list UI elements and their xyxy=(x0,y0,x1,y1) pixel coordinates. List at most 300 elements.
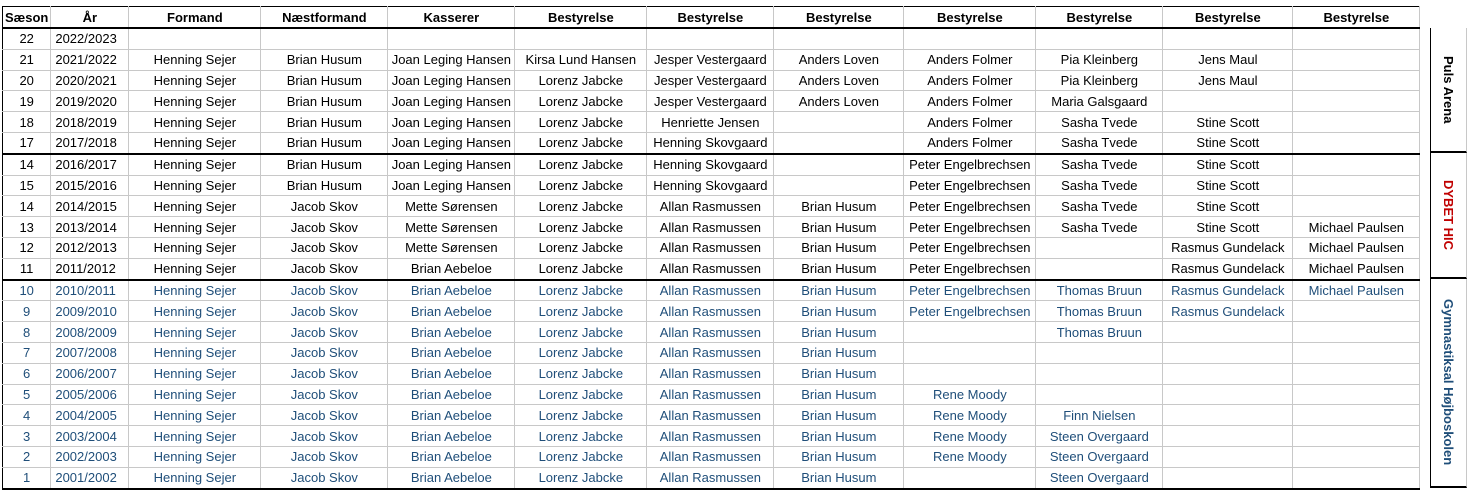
table-cell[interactable]: Brian Aebeloe xyxy=(388,446,515,467)
table-cell[interactable]: Henning Sejer xyxy=(129,154,261,175)
season-cell[interactable]: 11 xyxy=(3,258,51,279)
table-cell[interactable] xyxy=(1293,467,1420,488)
table-cell[interactable]: Stine Scott xyxy=(1163,196,1293,217)
venue-group-label-text: DYBET HIC xyxy=(1441,179,1456,251)
season-cell[interactable]: 18 xyxy=(3,112,51,133)
season-cell[interactable]: 13 xyxy=(3,217,51,238)
year-cell[interactable]: 2007/2008 xyxy=(51,342,129,363)
table-cell[interactable]: Henning Sejer xyxy=(129,258,261,279)
table-cell[interactable] xyxy=(1293,322,1420,343)
table-row xyxy=(3,446,1420,467)
season-cell[interactable]: 2 xyxy=(3,446,51,467)
table-cell[interactable]: Thomas Bruun xyxy=(1036,322,1163,343)
table-cell[interactable]: Henriette Jensen xyxy=(647,112,774,133)
table-cell[interactable]: Brian Aebeloe xyxy=(388,342,515,363)
table-cell[interactable]: Brian Husum xyxy=(774,217,904,238)
table-cell[interactable]: Henning Skovgaard xyxy=(647,175,774,196)
table-cell[interactable]: Allan Rasmussen xyxy=(647,301,774,322)
table-cell[interactable]: Brian Husum xyxy=(261,49,388,70)
table-cell[interactable] xyxy=(261,28,388,49)
table-cell[interactable]: Rasmus Gundelack xyxy=(1163,237,1293,258)
table-cell[interactable]: Rene Moody xyxy=(904,405,1036,426)
table-cell[interactable]: Michael Paulsen xyxy=(1293,258,1420,279)
table-cell[interactable]: Anders Folmer xyxy=(904,49,1036,70)
table-cell[interactable]: Henning Sejer xyxy=(129,112,261,133)
table-cell[interactable]: Sasha Tvede xyxy=(1036,175,1163,196)
table-cell[interactable]: Brian Husum xyxy=(774,446,904,467)
year-cell[interactable]: 2016/2017 xyxy=(51,154,129,175)
year-cell[interactable]: 2014/2015 xyxy=(51,196,129,217)
season-cell[interactable]: 3 xyxy=(3,426,51,447)
table-cell[interactable]: Henning Sejer xyxy=(129,237,261,258)
column-header[interactable]: Bestyrelse xyxy=(774,7,904,29)
table-cell[interactable] xyxy=(1163,28,1293,49)
column-header[interactable]: Bestyrelse xyxy=(515,7,647,29)
table-cell[interactable] xyxy=(1036,342,1163,363)
table-cell[interactable] xyxy=(1163,426,1293,447)
table-cell[interactable]: Lorenz Jabcke xyxy=(515,70,647,91)
table-cell[interactable]: Jesper Vestergaard xyxy=(647,70,774,91)
table-cell[interactable]: Jacob Skov xyxy=(261,280,388,301)
table-cell[interactable]: Rene Moody xyxy=(904,446,1036,467)
season-cell[interactable]: 15 xyxy=(3,175,51,196)
table-cell[interactable]: Lorenz Jabcke xyxy=(515,196,647,217)
table-cell[interactable]: Brian Husum xyxy=(774,196,904,217)
table-cell[interactable]: Allan Rasmussen xyxy=(647,280,774,301)
table-cell[interactable] xyxy=(1293,49,1420,70)
header-row xyxy=(3,7,1420,29)
table-cell[interactable]: Peter Engelbrechsen xyxy=(904,154,1036,175)
table-cell[interactable]: Sasha Tvede xyxy=(1036,217,1163,238)
table-cell[interactable]: Peter Engelbrechsen xyxy=(904,237,1036,258)
table-row xyxy=(3,342,1420,363)
table-row xyxy=(3,91,1420,112)
column-header[interactable]: Bestyrelse xyxy=(1163,7,1293,29)
table-cell[interactable] xyxy=(1163,446,1293,467)
table-cell[interactable]: Maria Galsgaard xyxy=(1036,91,1163,112)
table-row xyxy=(3,322,1420,343)
column-header[interactable]: Bestyrelse xyxy=(1293,7,1420,29)
table-cell[interactable]: Lorenz Jabcke xyxy=(515,258,647,279)
table-cell[interactable] xyxy=(1293,112,1420,133)
table-cell[interactable]: Sasha Tvede xyxy=(1036,196,1163,217)
table-cell[interactable]: Lorenz Jabcke xyxy=(515,405,647,426)
table-cell[interactable] xyxy=(1293,363,1420,384)
table-cell[interactable]: Lorenz Jabcke xyxy=(515,384,647,405)
column-header[interactable]: Bestyrelse xyxy=(1036,7,1163,29)
column-header[interactable]: Kasserer xyxy=(388,7,515,29)
table-cell[interactable]: Brian Husum xyxy=(774,363,904,384)
table-cell[interactable] xyxy=(129,28,261,49)
year-cell[interactable]: 2019/2020 xyxy=(51,91,129,112)
table-cell[interactable] xyxy=(1163,342,1293,363)
table-cell[interactable]: Jacob Skov xyxy=(261,446,388,467)
table-cell[interactable]: Allan Rasmussen xyxy=(647,363,774,384)
table-cell[interactable]: Brian Husum xyxy=(774,426,904,447)
column-header[interactable]: År xyxy=(51,7,129,29)
table-cell[interactable]: Joan Leging Hansen xyxy=(388,70,515,91)
table-row xyxy=(3,237,1420,258)
table-cell[interactable] xyxy=(1293,301,1420,322)
table-cell[interactable]: Henning Sejer xyxy=(129,342,261,363)
table-cell[interactable]: Brian Husum xyxy=(261,91,388,112)
table-cell[interactable] xyxy=(1293,175,1420,196)
season-cell[interactable]: 19 xyxy=(3,91,51,112)
table-cell[interactable]: Lorenz Jabcke xyxy=(515,446,647,467)
table-cell[interactable]: Jacob Skov xyxy=(261,363,388,384)
table-cell[interactable]: Brian Husum xyxy=(261,112,388,133)
table-cell[interactable] xyxy=(774,112,904,133)
year-cell[interactable]: 2015/2016 xyxy=(51,175,129,196)
table-cell[interactable]: Stine Scott xyxy=(1163,217,1293,238)
season-cell[interactable]: 20 xyxy=(3,70,51,91)
table-cell[interactable]: Henning Sejer xyxy=(129,446,261,467)
table-cell[interactable]: Rene Moody xyxy=(904,384,1036,405)
table-cell[interactable]: Lorenz Jabcke xyxy=(515,175,647,196)
year-cell[interactable]: 2017/2018 xyxy=(51,132,129,153)
table-row xyxy=(3,112,1420,133)
table-cell[interactable]: Jacob Skov xyxy=(261,322,388,343)
table-cell[interactable]: Joan Leging Hansen xyxy=(388,91,515,112)
table-cell[interactable]: Mette Sørensen xyxy=(388,217,515,238)
table-cell[interactable]: Thomas Bruun xyxy=(1036,280,1163,301)
table-cell[interactable]: Allan Rasmussen xyxy=(647,322,774,343)
table-cell[interactable]: Jacob Skov xyxy=(261,301,388,322)
table-cell[interactable] xyxy=(1293,70,1420,91)
table-cell[interactable]: Brian Husum xyxy=(774,258,904,279)
table-cell[interactable]: Henning Sejer xyxy=(129,91,261,112)
year-cell[interactable]: 2004/2005 xyxy=(51,405,129,426)
table-cell[interactable]: Rasmus Gundelack xyxy=(1163,301,1293,322)
table-cell[interactable]: Rene Moody xyxy=(904,426,1036,447)
table-cell[interactable]: Jacob Skov xyxy=(261,217,388,238)
table-row xyxy=(3,217,1420,238)
table-cell[interactable]: Henning Sejer xyxy=(129,175,261,196)
year-cell[interactable]: 2003/2004 xyxy=(51,426,129,447)
table-cell[interactable]: Stine Scott xyxy=(1163,132,1293,153)
season-cell[interactable]: 4 xyxy=(3,405,51,426)
table-cell[interactable]: Jacob Skov xyxy=(261,467,388,488)
table-cell[interactable]: Pia Kleinberg xyxy=(1036,70,1163,91)
table-cell[interactable] xyxy=(904,28,1036,49)
table-cell[interactable]: Anders Folmer xyxy=(904,112,1036,133)
table-cell[interactable]: Rasmus Gundelack xyxy=(1163,258,1293,279)
table-cell[interactable] xyxy=(1036,258,1163,279)
table-cell[interactable]: Peter Engelbrechsen xyxy=(904,280,1036,301)
table-cell[interactable]: Joan Leging Hansen xyxy=(388,49,515,70)
table-cell[interactable]: Lorenz Jabcke xyxy=(515,237,647,258)
table-cell[interactable]: Henning Sejer xyxy=(129,405,261,426)
table-cell[interactable] xyxy=(1163,405,1293,426)
table-row xyxy=(3,384,1420,405)
table-cell[interactable]: Jesper Vestergaard xyxy=(647,91,774,112)
table-cell[interactable]: Lorenz Jabcke xyxy=(515,426,647,447)
table-cell[interactable] xyxy=(904,342,1036,363)
table-cell[interactable]: Sasha Tvede xyxy=(1036,112,1163,133)
table-cell[interactable] xyxy=(1293,196,1420,217)
table-row xyxy=(3,154,1420,175)
table-row xyxy=(3,132,1420,153)
table-cell[interactable]: Jacob Skov xyxy=(261,258,388,279)
table-cell[interactable]: Steen Overgaard xyxy=(1036,467,1163,488)
table-cell[interactable]: Joan Leging Hansen xyxy=(388,175,515,196)
table-cell[interactable] xyxy=(1293,91,1420,112)
table-cell[interactable]: Henning Sejer xyxy=(129,322,261,343)
table-cell[interactable] xyxy=(515,28,647,49)
table-cell[interactable]: Rasmus Gundelack xyxy=(1163,280,1293,301)
table-cell[interactable]: Brian Husum xyxy=(261,175,388,196)
table-cell[interactable] xyxy=(774,132,904,153)
table-cell[interactable] xyxy=(1293,154,1420,175)
table-cell[interactable]: Henning Skovgaard xyxy=(647,132,774,153)
table-cell[interactable] xyxy=(1036,384,1163,405)
table-cell[interactable]: Allan Rasmussen xyxy=(647,258,774,279)
table-cell[interactable] xyxy=(774,175,904,196)
board-history-table xyxy=(2,6,1420,490)
table-cell[interactable]: Steen Overgaard xyxy=(1036,446,1163,467)
table-cell[interactable]: Sasha Tvede xyxy=(1036,154,1163,175)
year-cell[interactable]: 2006/2007 xyxy=(51,363,129,384)
table-cell[interactable]: Lorenz Jabcke xyxy=(515,217,647,238)
table-cell[interactable]: Lorenz Jabcke xyxy=(515,467,647,488)
table-cell[interactable]: Jacob Skov xyxy=(261,196,388,217)
table-cell[interactable]: Allan Rasmussen xyxy=(647,196,774,217)
table-cell[interactable]: Mette Sørensen xyxy=(388,237,515,258)
table-cell[interactable]: Henning Sejer xyxy=(129,467,261,488)
table-cell[interactable]: Jacob Skov xyxy=(261,342,388,363)
table-cell[interactable] xyxy=(1163,322,1293,343)
table-cell[interactable]: Jacob Skov xyxy=(261,237,388,258)
table-cell[interactable]: Brian Husum xyxy=(774,342,904,363)
table-cell[interactable]: Brian Husum xyxy=(774,384,904,405)
table-cell[interactable]: Brian Husum xyxy=(774,280,904,301)
column-header[interactable]: Bestyrelse xyxy=(904,7,1036,29)
season-cell[interactable]: 6 xyxy=(3,363,51,384)
table-cell[interactable]: Brian Husum xyxy=(774,237,904,258)
table-cell[interactable] xyxy=(1293,446,1420,467)
table-cell[interactable]: Jacob Skov xyxy=(261,384,388,405)
table-cell[interactable]: Steen Overgaard xyxy=(1036,426,1163,447)
table-cell[interactable]: Henning Sejer xyxy=(129,217,261,238)
table-cell[interactable]: Lorenz Jabcke xyxy=(515,301,647,322)
season-cell[interactable]: 8 xyxy=(3,322,51,343)
table-cell[interactable]: Allan Rasmussen xyxy=(647,446,774,467)
table-cell[interactable]: Brian Husum xyxy=(774,467,904,488)
table-cell[interactable]: Henning Sejer xyxy=(129,426,261,447)
table-row xyxy=(3,426,1420,447)
table-cell[interactable]: Brian Husum xyxy=(774,301,904,322)
year-cell[interactable]: 2020/2021 xyxy=(51,70,129,91)
table-cell[interactable]: Allan Rasmussen xyxy=(647,342,774,363)
table-cell[interactable]: Brian Aebeloe xyxy=(388,363,515,384)
table-cell[interactable]: Mette Sørensen xyxy=(388,196,515,217)
column-header[interactable]: Næstformand xyxy=(261,7,388,29)
table-cell[interactable] xyxy=(1293,28,1420,49)
year-cell[interactable]: 2013/2014 xyxy=(51,217,129,238)
table-cell[interactable]: Jacob Skov xyxy=(261,426,388,447)
year-cell[interactable]: 2009/2010 xyxy=(51,301,129,322)
table-cell[interactable]: Pia Kleinberg xyxy=(1036,49,1163,70)
table-cell[interactable]: Henning Skovgaard xyxy=(647,154,774,175)
table-cell[interactable] xyxy=(1163,467,1293,488)
table-cell[interactable]: Brian Husum xyxy=(774,322,904,343)
table-cell[interactable]: Henning Sejer xyxy=(129,301,261,322)
table-cell[interactable]: Peter Engelbrechsen xyxy=(904,301,1036,322)
table-cell[interactable]: Anders Loven xyxy=(774,91,904,112)
table-cell[interactable]: Allan Rasmussen xyxy=(647,426,774,447)
table-row xyxy=(3,405,1420,426)
table-cell[interactable]: Joan Leging Hansen xyxy=(388,132,515,153)
column-header[interactable]: Bestyrelse xyxy=(647,7,774,29)
season-cell[interactable]: 1 xyxy=(3,467,51,488)
table-cell[interactable]: Jesper Vestergaard xyxy=(647,49,774,70)
table-cell[interactable]: Anders Loven xyxy=(774,49,904,70)
year-cell[interactable]: 2001/2002 xyxy=(51,467,129,488)
table-cell[interactable]: Thomas Bruun xyxy=(1036,301,1163,322)
table-cell[interactable]: Jens Maul xyxy=(1163,49,1293,70)
table-cell[interactable]: Michael Paulsen xyxy=(1293,280,1420,301)
table-cell[interactable]: Allan Rasmussen xyxy=(647,217,774,238)
season-cell[interactable]: 7 xyxy=(3,342,51,363)
season-cell[interactable]: 9 xyxy=(3,301,51,322)
table-cell[interactable]: Brian Aebeloe xyxy=(388,301,515,322)
year-cell[interactable]: 2012/2013 xyxy=(51,237,129,258)
season-cell[interactable]: 22 xyxy=(3,28,51,49)
year-cell[interactable]: 2021/2022 xyxy=(51,49,129,70)
season-cell[interactable]: 12 xyxy=(3,237,51,258)
column-header[interactable]: Sæson xyxy=(3,7,51,29)
table-cell[interactable]: Peter Engelbrechsen xyxy=(904,175,1036,196)
table-row xyxy=(3,467,1420,488)
table-cell[interactable] xyxy=(1293,342,1420,363)
table-cell[interactable]: Kirsa Lund Hansen xyxy=(515,49,647,70)
table-cell[interactable]: Henning Sejer xyxy=(129,280,261,301)
table-cell[interactable]: Henning Sejer xyxy=(129,49,261,70)
table-row xyxy=(3,70,1420,91)
table-cell[interactable]: Peter Engelbrechsen xyxy=(904,217,1036,238)
table-cell[interactable]: Anders Folmer xyxy=(904,132,1036,153)
season-cell[interactable]: 14 xyxy=(3,196,51,217)
table-cell[interactable] xyxy=(1163,91,1293,112)
season-cell[interactable]: 17 xyxy=(3,132,51,153)
table-cell[interactable]: Allan Rasmussen xyxy=(647,467,774,488)
table-row xyxy=(3,175,1420,196)
season-cell[interactable]: 5 xyxy=(3,384,51,405)
table-cell[interactable]: Anders Folmer xyxy=(904,91,1036,112)
table-cell[interactable]: Finn Nielsen xyxy=(1036,405,1163,426)
table-cell[interactable]: Henning Sejer xyxy=(129,70,261,91)
table-cell[interactable] xyxy=(774,28,904,49)
year-cell[interactable]: 2011/2012 xyxy=(51,258,129,279)
table-cell[interactable]: Brian Aebeloe xyxy=(388,322,515,343)
table-cell[interactable] xyxy=(1036,237,1163,258)
table-cell[interactable]: Lorenz Jabcke xyxy=(515,322,647,343)
table-cell[interactable] xyxy=(1293,132,1420,153)
table-cell[interactable]: Anders Folmer xyxy=(904,70,1036,91)
table-cell[interactable]: Joan Leging Hansen xyxy=(388,154,515,175)
season-cell[interactable]: 10 xyxy=(3,280,51,301)
table-cell[interactable]: Sasha Tvede xyxy=(1036,132,1163,153)
table-cell[interactable]: Brian Husum xyxy=(774,405,904,426)
table-row xyxy=(3,28,1420,49)
table-cell[interactable]: Brian Aebeloe xyxy=(388,258,515,279)
table-cell[interactable] xyxy=(904,322,1036,343)
table-cell[interactable]: Brian Aebeloe xyxy=(388,280,515,301)
table-cell[interactable]: Stine Scott xyxy=(1163,175,1293,196)
venue-group-label xyxy=(1430,279,1467,488)
table-cell[interactable]: Brian Aebeloe xyxy=(388,467,515,488)
table-cell[interactable]: Allan Rasmussen xyxy=(647,405,774,426)
table-cell[interactable] xyxy=(1036,28,1163,49)
table-cell[interactable] xyxy=(1293,426,1420,447)
season-cell[interactable]: 14 xyxy=(3,154,51,175)
table-cell[interactable] xyxy=(1163,384,1293,405)
table-cell[interactable] xyxy=(1163,363,1293,384)
table-cell[interactable]: Lorenz Jabcke xyxy=(515,154,647,175)
table-cell[interactable]: Peter Engelbrechsen xyxy=(904,196,1036,217)
table-cell[interactable]: Lorenz Jabcke xyxy=(515,363,647,384)
table-cell[interactable] xyxy=(1293,384,1420,405)
table-cell[interactable]: Henning Sejer xyxy=(129,132,261,153)
table-cell[interactable]: Allan Rasmussen xyxy=(647,237,774,258)
table-row xyxy=(3,196,1420,217)
year-cell[interactable]: 2010/2011 xyxy=(51,280,129,301)
table-cell[interactable]: Joan Leging Hansen xyxy=(388,112,515,133)
table-cell[interactable] xyxy=(1036,363,1163,384)
table-cell[interactable] xyxy=(774,154,904,175)
year-cell[interactable]: 2008/2009 xyxy=(51,322,129,343)
year-cell[interactable]: 2002/2003 xyxy=(51,446,129,467)
table-cell[interactable]: Stine Scott xyxy=(1163,154,1293,175)
table-cell[interactable] xyxy=(1293,405,1420,426)
table-cell[interactable]: Brian Husum xyxy=(261,132,388,153)
year-cell[interactable]: 2018/2019 xyxy=(51,112,129,133)
table-cell[interactable]: Henning Sejer xyxy=(129,196,261,217)
table-cell[interactable]: Brian Aebeloe xyxy=(388,426,515,447)
table-cell[interactable] xyxy=(388,28,515,49)
table-cell[interactable]: Lorenz Jabcke xyxy=(515,132,647,153)
table-cell[interactable]: Michael Paulsen xyxy=(1293,237,1420,258)
table-cell[interactable]: Lorenz Jabcke xyxy=(515,91,647,112)
table-cell[interactable]: Jacob Skov xyxy=(261,405,388,426)
table-cell[interactable]: Allan Rasmussen xyxy=(647,384,774,405)
table-cell[interactable] xyxy=(904,467,1036,488)
table-cell[interactable]: Henning Sejer xyxy=(129,384,261,405)
table-cell[interactable]: Brian Aebeloe xyxy=(388,405,515,426)
table-row xyxy=(3,280,1420,301)
table-cell[interactable]: Brian Husum xyxy=(261,154,388,175)
table-cell[interactable]: Brian Aebeloe xyxy=(388,384,515,405)
table-row xyxy=(3,363,1420,384)
table-cell[interactable]: Jens Maul xyxy=(1163,70,1293,91)
table-cell[interactable] xyxy=(647,28,774,49)
table-cell[interactable]: Michael Paulsen xyxy=(1293,217,1420,238)
year-cell[interactable]: 2005/2006 xyxy=(51,384,129,405)
table-cell[interactable]: Lorenz Jabcke xyxy=(515,342,647,363)
season-cell[interactable]: 21 xyxy=(3,49,51,70)
year-cell[interactable]: 2022/2023 xyxy=(51,28,129,49)
table-cell[interactable]: Stine Scott xyxy=(1163,112,1293,133)
table-cell[interactable] xyxy=(904,363,1036,384)
table-row xyxy=(3,258,1420,279)
table-cell[interactable]: Lorenz Jabcke xyxy=(515,280,647,301)
column-header[interactable]: Formand xyxy=(129,7,261,29)
table-cell[interactable]: Lorenz Jabcke xyxy=(515,112,647,133)
table-cell[interactable]: Peter Engelbrechsen xyxy=(904,258,1036,279)
table-cell[interactable]: Anders Loven xyxy=(774,70,904,91)
table-cell[interactable]: Henning Sejer xyxy=(129,363,261,384)
table-cell[interactable]: Brian Husum xyxy=(261,70,388,91)
